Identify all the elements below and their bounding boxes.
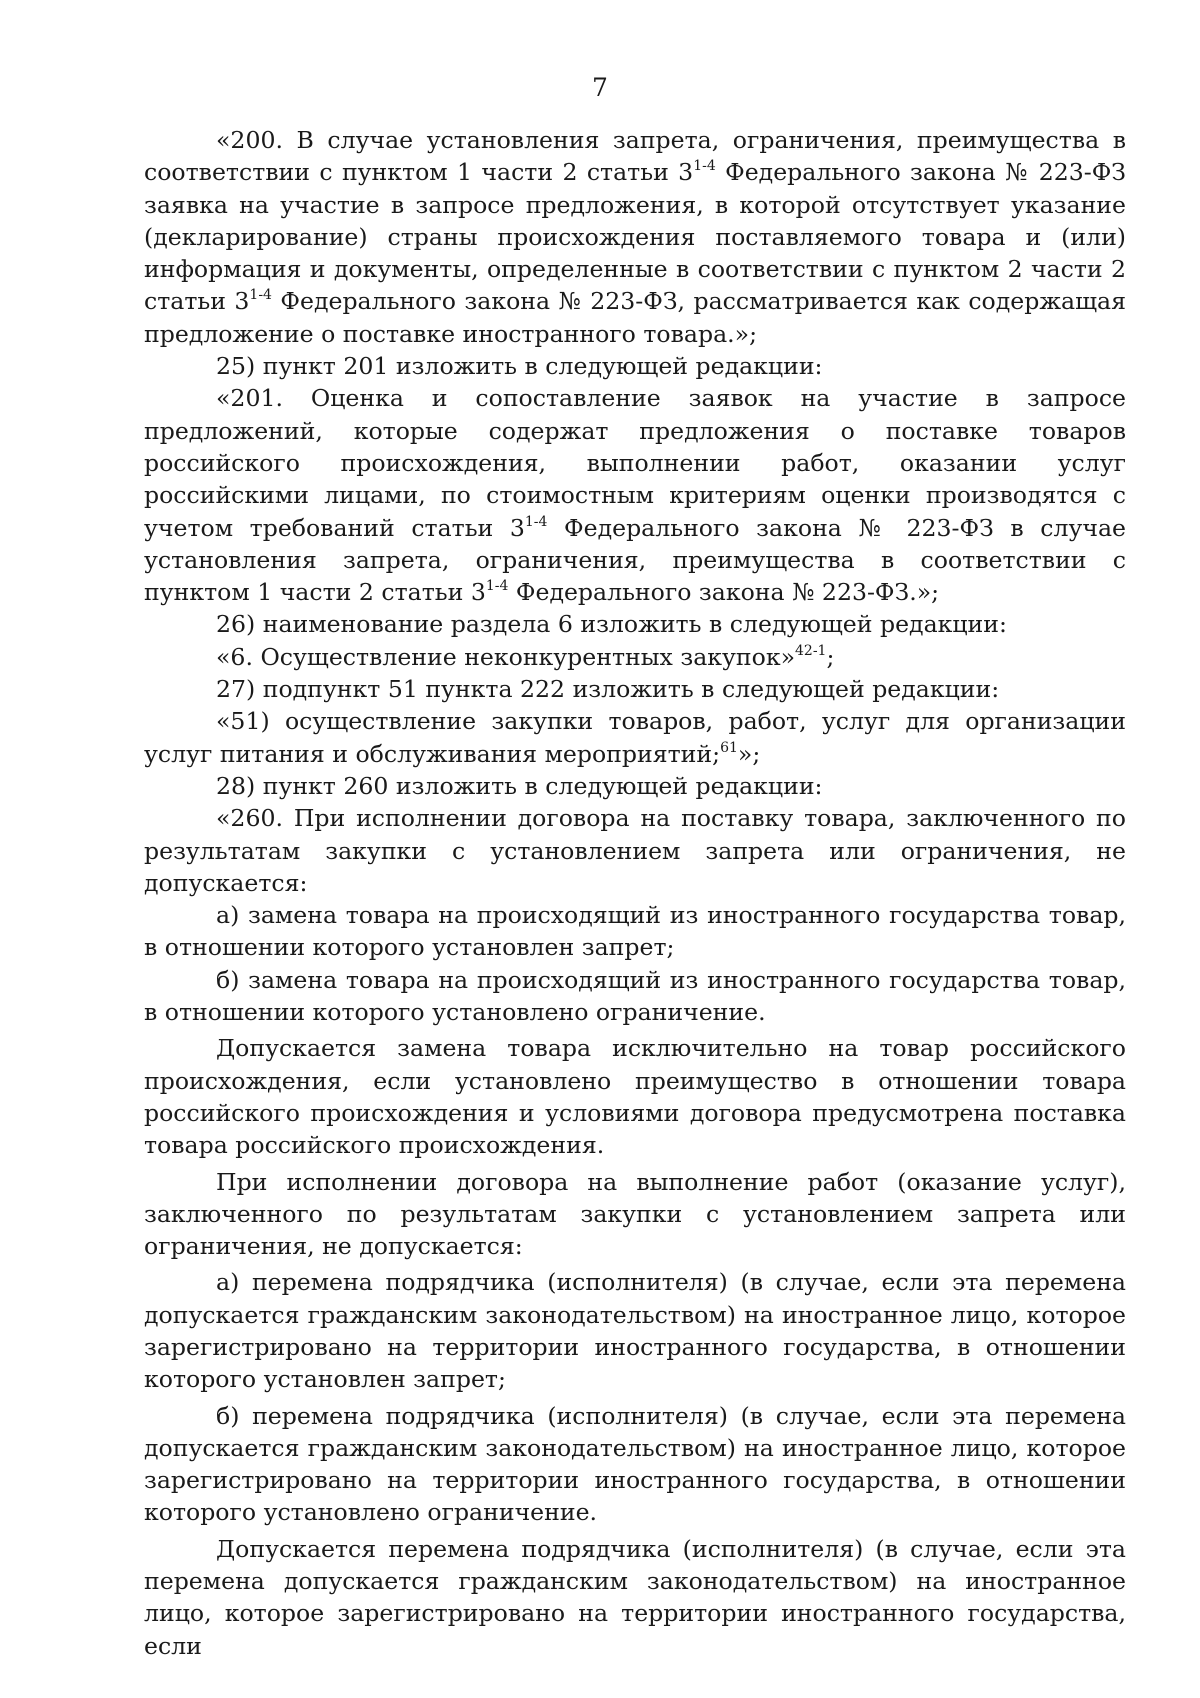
paragraph <box>144 1166 1126 1263</box>
paragraph <box>144 1400 1126 1529</box>
text-segment: а) перемена подрядчика (исполнителя) (в случае, если эта перемена допускается гражданским законодательством) на иностранное лицо, которое зарегистрировано на территории иностранного государства, в отношении которого установлен запрет; <box>144 1268 1126 1394</box>
paragraph <box>144 350 1126 382</box>
text-segment: б) перемена подрядчика (исполнителя) (в случае, если эта перемена допускается гражданским законодательством) на иностранное лицо, которое зарегистрировано на территории иностранного государства, в отношении которого установлено ограничение. <box>144 1401 1126 1527</box>
text-segment: а) замена товара на происходящий из иностранного государства товар, в отношении которого установлен запрет; <box>144 901 1126 962</box>
page-number: 7 <box>592 73 608 102</box>
paragraph <box>144 673 1126 705</box>
paragraph <box>144 1266 1126 1395</box>
text-segment: Федерального закона № 223-ФЗ заявка на участие в запросе предложения, в которой отсутствует указание (декларирование) страны происхождения поставляемого товара и (или) информация и документы, определенные в соответствии с пунктом 2 части 2 статьи 3 <box>144 158 1126 316</box>
text-segment: б) замена товара на происходящий из иностранного государства товар, в отношении которого установлено ограничение. <box>144 965 1126 1027</box>
text-segment: 25) пункт 201 изложить в следующей редакции: <box>216 352 823 381</box>
paragraph <box>144 964 1126 1029</box>
paragraph <box>144 382 1126 608</box>
text-segment: 28) пункт 260 изложить в следующей редакции: <box>216 771 823 800</box>
text-segment: При исполнении договора на выполнение работ (оказание услуг), заключенного по результатам закупки с установлением запрета или ограничения, не допускается: <box>144 1167 1126 1261</box>
text-segment: »; <box>737 739 761 768</box>
superscript: 1-4 <box>524 513 548 530</box>
paragraph <box>144 608 1126 640</box>
text-segment: «51) осуществление закупки товаров, работ, услуг для организации услуг питания и обслуживания мероприятий; <box>144 707 1126 768</box>
text-segment: ; <box>826 642 835 671</box>
paragraph <box>144 770 1126 802</box>
document-body <box>144 124 1126 1662</box>
text-segment: «201. Оценка и сопоставление заявок на участие в запросе предложений, которые содержат предложения о поставке товаров российского происхождения, выполнении работ, оказании услуг российскими лицами, по стоимостным критериям оценки производятся с учетом требований статьи 3 <box>144 384 1126 542</box>
paragraph <box>144 802 1126 899</box>
text-segment: Допускается замена товара исключительно на товар российского происхождения, если установлено преимущество в отношении товара российского происхождения и условиями договора предусмотрена поставка товара российского происхождения. <box>144 1034 1126 1160</box>
superscript: 1-4 <box>249 287 272 304</box>
superscript: 61 <box>720 739 738 756</box>
paragraph <box>144 899 1126 964</box>
text-segment: «6. Осуществление неконкурентных закупок» <box>216 642 796 671</box>
paragraph <box>144 124 1126 350</box>
text-segment: Федерального закона № 223-ФЗ, рассматривается как содержащая предложение о поставке иностранного товара.»; <box>144 287 1126 348</box>
text-segment: Федерального закона № 223-ФЗ.»; <box>508 578 940 607</box>
paragraph <box>144 705 1126 770</box>
text-segment: 26) наименование раздела 6 изложить в следующей редакции: <box>216 610 1007 639</box>
paragraph <box>144 1533 1126 1662</box>
text-segment: Допускается перемена подрядчика (исполнителя) (в случае, если эта перемена допускается гражданским законодательством) на иностранное лицо, которое зарегистрировано на территории иностранного государства, если <box>144 1534 1126 1660</box>
text-segment: «200. В случае установления запрета, ограничения, преимущества в соответствии с пунктом 1 части 2 статьи 3 <box>144 126 1126 187</box>
paragraph <box>144 641 1126 673</box>
text-segment: Федерального закона № 223-ФЗ в случае установления запрета, ограничения, преимущества в соответствии с пунктом 1 части 2 статьи 3 <box>144 513 1126 607</box>
superscript: 1-4 <box>693 158 716 175</box>
superscript: 42-1 <box>795 642 827 659</box>
paragraph <box>144 1032 1126 1161</box>
text-segment: «260. При исполнении договора на поставку товара, заключенного по результатам закупки с установлением запрета или ограничения, не допускается: <box>144 804 1126 897</box>
superscript: 1-4 <box>485 578 509 595</box>
text-segment: 27) подпункт 51 пункта 222 изложить в следующей редакции: <box>216 675 1000 704</box>
